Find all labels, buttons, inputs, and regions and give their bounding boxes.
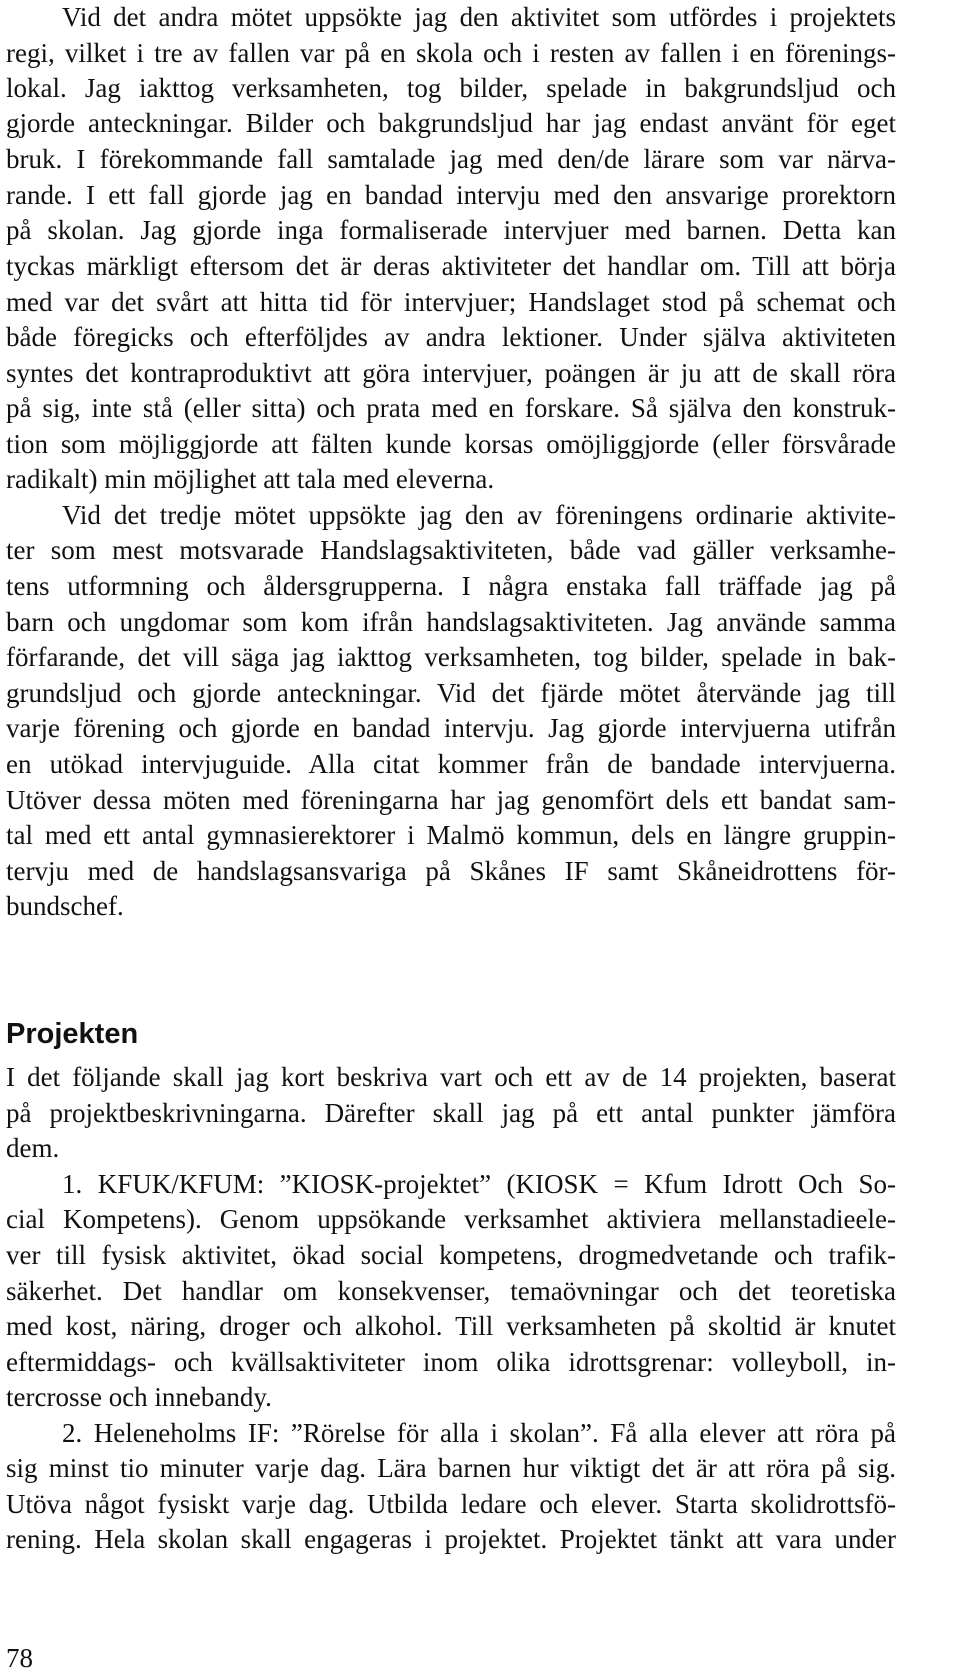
list-item-line: 2. Heleneholms IF: ”Rörelse för alla i skolan”. Få alla elever att röra på — [62, 1418, 896, 1448]
body-text-line: tyckas märkligt eftersom det är deras aktiviteter det handlar om. Till att börja — [6, 251, 896, 281]
body-text-line: grundsljud och gjorde anteckningar. Vid det fjärde mötet återvände jag till — [6, 678, 896, 708]
body-text-line: på sig, inte stå (eller sitta) och prata med en forskare. Så själva den konstruk- — [6, 393, 896, 423]
body-text-line: tal med ett antal gymnasierektorer i Malmö kommun, dels en längre gruppin- — [6, 820, 896, 850]
body-text-line: ter som mest motsvarade Handslagsaktiviteten, både vad gäller verksamhe- — [6, 535, 896, 565]
body-text-line: I det följande skall jag kort beskriva vart och ett av de 14 projekten, baserat — [6, 1062, 896, 1092]
body-text-line: varje förening och gjorde en bandad intervju. Jag gjorde intervjuerna utifrån — [6, 713, 896, 743]
body-text-line: förfarande, det vill säga jag iakttog verksamheten, tog bilder, spelade in bak- — [6, 642, 896, 672]
body-text-line: rande. I ett fall gjorde jag en bandad intervju med den ansvarige prorektorn — [6, 180, 896, 210]
body-text-line: Vid det tredje mötet uppsökte jag den av föreningens ordinarie aktivite- — [62, 500, 896, 530]
body-text-line: syntes det kontraproduktivt att göra intervjuer, poängen är ju att de skall röra — [6, 358, 896, 388]
list-item-line: 1. KFUK/KFUM: ”KIOSK-projektet” (KIOSK = Kfum Idrott Och So- — [62, 1169, 896, 1199]
body-text-line: tervju med de handslagsansvariga på Skånes IF samt Skåneidrottens för- — [6, 856, 896, 886]
list-item-line: eftermiddags- och kvällsaktiviteter inom olika idrottsgrenar: volleyboll, in- — [6, 1347, 896, 1377]
list-item-line: sig minst tio minuter varje dag. Lära barnen hur viktigt det är att röra på sig. — [6, 1453, 896, 1483]
body-text-line: både föregicks och efterföljdes av andra lektioner. Under själva aktiviteten — [6, 322, 896, 352]
section-heading: Projekten — [6, 1018, 139, 1050]
body-text-line: regi, vilket i tre av fallen var på en skola och i resten av fallen i en förenings- — [6, 38, 896, 68]
list-item-line: ver till fysisk aktivitet, ökad social kompetens, drogmedvetande och trafik- — [6, 1240, 896, 1270]
body-text-line: med var det svårt att hitta tid för intervjuer; Handslaget stod på schemat och — [6, 287, 896, 317]
body-text-line: bruk. I förekommande fall samtalade jag med den/de lärare som var närva- — [6, 144, 896, 174]
body-text-line: på projektbeskrivningarna. Därefter skall jag på ett antal punkter jämföra — [6, 1098, 896, 1128]
list-item-line: rening. Hela skolan skall engageras i projektet. Projektet tänkt att vara under — [6, 1524, 896, 1554]
body-text-line: lokal. Jag iakttog verksamheten, tog bilder, spelade in bakgrundsljud och — [6, 73, 896, 103]
body-text-line: Utöver dessa möten med föreningarna har jag genomfört dels ett bandat sam- — [6, 785, 896, 815]
body-text-line: Vid det andra mötet uppsökte jag den aktivitet som utfördes i projektets — [62, 2, 896, 32]
list-item-line: Utöva något fysiskt varje dag. Utbilda ledare och elever. Starta skolidrottsfö- — [6, 1489, 896, 1519]
body-text-line: gjorde anteckningar. Bilder och bakgrundsljud har jag endast använt för eget — [6, 108, 896, 138]
page-number: 78 — [6, 1643, 33, 1673]
body-text-line: radikalt) min möjlighet att tala med eleverna. — [6, 464, 495, 494]
body-text-line: dem. — [6, 1133, 60, 1163]
body-text-line: barn och ungdomar som kom ifrån handslagsaktiviteten. Jag använde samma — [6, 607, 896, 637]
body-text-line: en utökad intervjuguide. Alla citat kommer från de bandade intervjuerna. — [6, 749, 896, 779]
body-text-line: tens utformning och åldersgrupperna. I några enstaka fall träffade jag på — [6, 571, 896, 601]
list-item-line: cial Kompetens). Genom uppsökande verksamhet aktiviera mellanstadieele- — [6, 1204, 896, 1234]
list-item-line: säkerhet. Det handlar om konsekvenser, temaövningar och det teoretiska — [6, 1276, 896, 1306]
list-item-line: tercrosse och innebandy. — [6, 1382, 272, 1412]
body-text-line: på skolan. Jag gjorde inga formaliserade intervjuer med barnen. Detta kan — [6, 215, 896, 245]
list-item-line: med kost, näring, droger och alkohol. Till verksamheten på skoltid är knutet — [6, 1311, 896, 1341]
body-text-line: bundschef. — [6, 891, 124, 921]
body-text-line: tion som möjliggjorde att fälten kunde korsas omöjliggjorde (eller försvårade — [6, 429, 896, 459]
